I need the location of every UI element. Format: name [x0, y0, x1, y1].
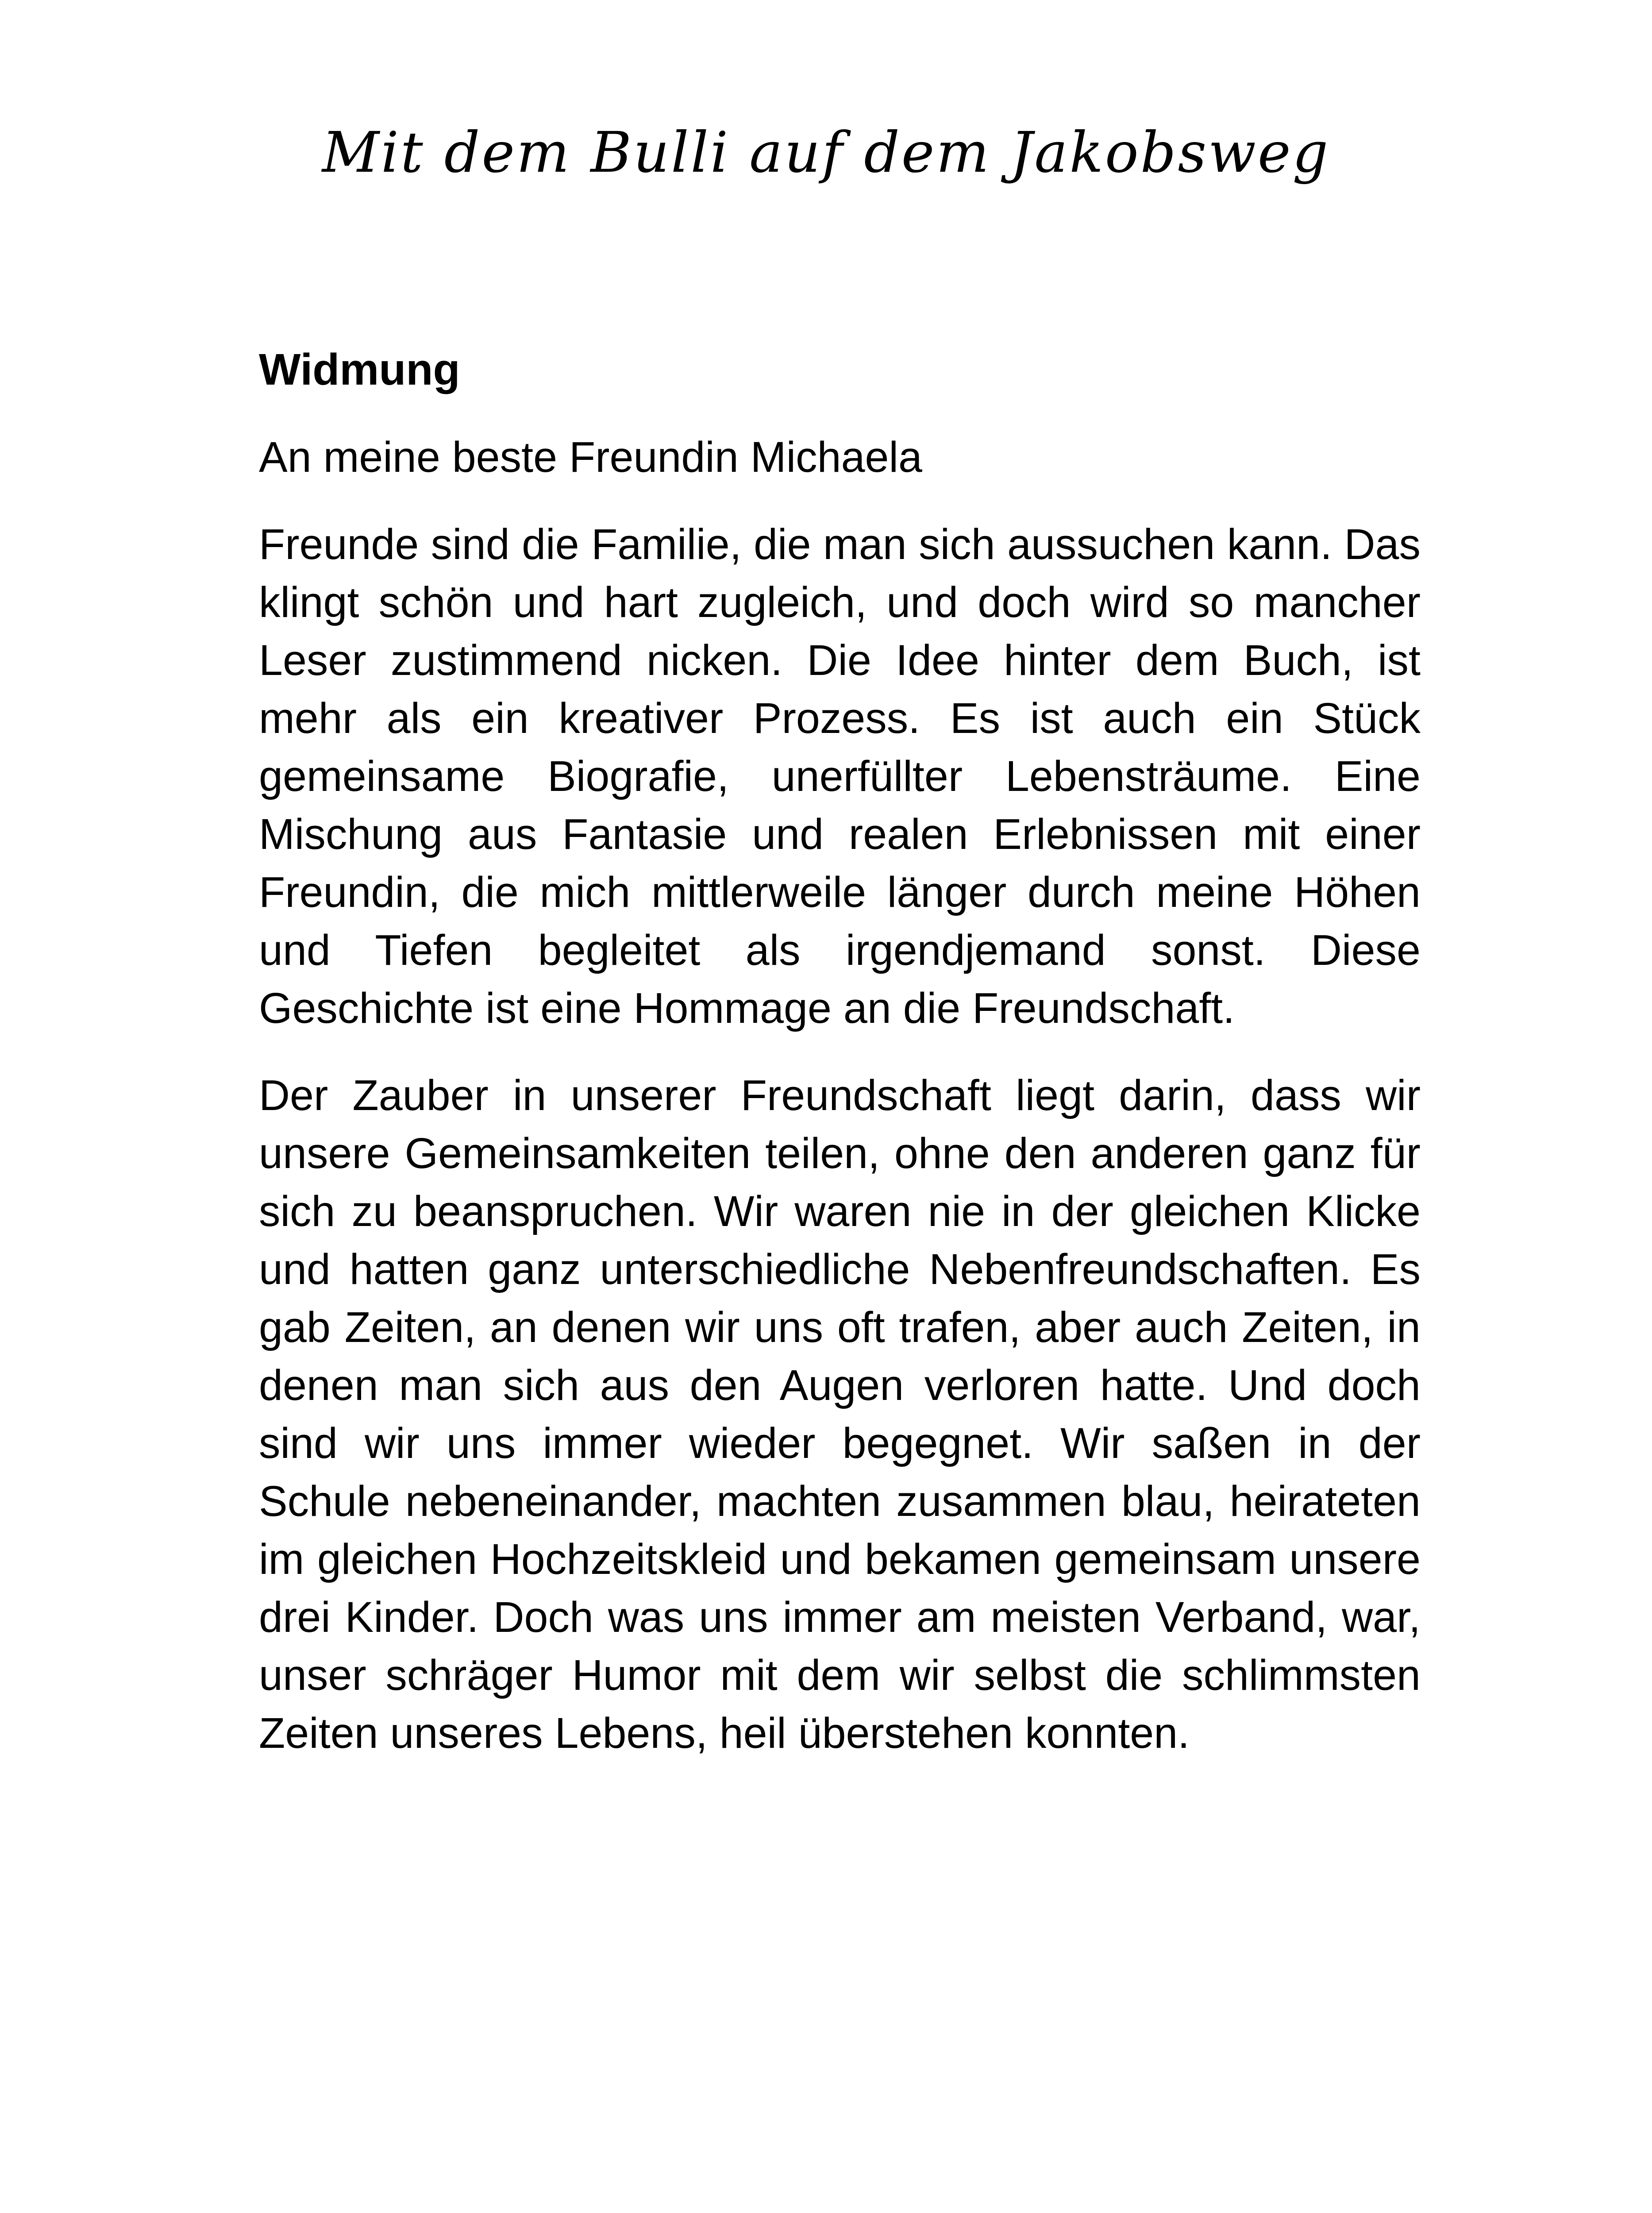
body-paragraph: Freunde sind die Familie, die man sich aussuchen kann. Das klingt schön und hart zugleich, und doch wird so mancher Leser zustimmend nicken. Die Idee hinter dem Buch, ist mehr als ein kreativer Prozess. Es ist auch ein Stück gemeinsame Biografie, unerfüllter Lebensträume. Eine Mischung aus Fantasie und realen Erlebnissen mit einer Freundin, die mich mittlerweile länger durch meine Höhen und Tiefen begleitet als irgendjemand sonst. Diese Geschichte ist eine Hommage an die Freundschaft.	[259, 520, 1421, 1032]
page-content	[259, 341, 1421, 1791]
dedication-line: An meine beste Freundin Michaela	[259, 433, 922, 481]
section-title: Widmung	[259, 345, 460, 394]
body-paragraph: Der Zauber in unserer Freundschaft liegt darin, dass wir unsere Gemeinsamkeiten teilen, ohne den anderen ganz für sich zu beanspruchen. Wir waren nie in der gleichen Klicke und hatten ganz unterschiedliche Nebenfreundschaften. Es gab Zeiten, an denen wir uns oft trafen, aber auch Zeiten, in denen man sich aus den Augen verloren hatte. Und doch sind wir uns immer wieder begegnet. Wir saßen in der Schule nebeneinander, machten zusammen blau, heirateten im gleichen Hochzeitskleid und bekamen gemeinsam unsere drei Kinder. Doch was uns immer am meisten Verband, war, unser schräger Humor mit dem wir selbst die schlimmsten Zeiten unseres Lebens, heil überstehen konnten.	[259, 1071, 1421, 1757]
running-header: Mit dem Bulli auf dem Jakobsweg	[322, 120, 1330, 185]
